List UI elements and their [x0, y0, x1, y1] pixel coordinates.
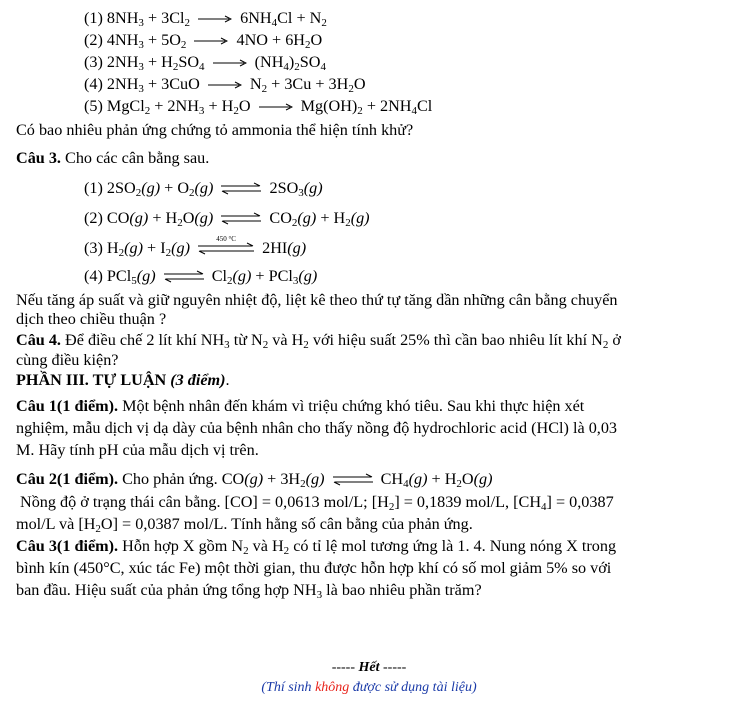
equilibrium-3: (3) $H_2(g) + I_2(g)$ 450 °C 2HI(g): [84, 235, 307, 259]
end-word: Hết: [358, 660, 380, 675]
equilibrium-arrows-icon: [333, 473, 373, 487]
equilibrium-arrows-icon: [164, 270, 204, 284]
essay-1-label: Câu 1(1 điểm).: [16, 397, 119, 415]
essay-2-line-1: Câu 2(1 điểm). Cho phản ứng. $CO(g) + 3H_2(g) CH_4(g) + H_2O(g)$: [16, 470, 493, 490]
reaction-2: (2) $4NH_3 + 5O_2$ $4NO + 6H_2O$: [84, 31, 323, 51]
forward-arrow-icon: [194, 36, 228, 46]
equilibrium-condition: 450 °C: [216, 235, 236, 244]
reaction-5: (5) MgCl$_2$ + $2NH_3 + H_2O$ $Mg(OH)_2 + 2NH_4Cl$: [84, 97, 433, 117]
forward-arrow-icon: [213, 58, 247, 68]
equilibrium-2: (2) $CO(g) + H_2O(g) CO_2(g) + H_2(g)$: [84, 209, 370, 229]
question-3-text: Cho các cân bằng sau.: [65, 149, 210, 167]
reducing-question: Có bao nhiêu phản ứng chứng tỏ ammonia thể hiện tính khử?: [16, 121, 414, 139]
equilibrium-arrows-with-condition: [198, 235, 254, 256]
part-3-heading: PHẦN III. TỰ LUẬN (3 điểm).: [16, 371, 230, 389]
footer-note-warning: không: [315, 680, 350, 695]
equilibrium-1: (1) $2SO_2(g) + O_2(g)$ $2SO_3(g)$: [84, 179, 323, 199]
essay-1-line-1: Câu 1(1 điểm). Một bệnh nhân đến khám vì triệu chứng khó tiêu. Sau khi thực hiện xét: [16, 397, 585, 415]
end-marker: ----- Hết -----: [331, 660, 407, 675]
question-4-line-1: Câu 4. Để điều chế 2 lít khí $NH_3$ từ $N_2$ và $H_2$ với hiệu suất 25% thì cần bao nhiêu lít khí $N_2$ ở: [16, 331, 621, 351]
reaction-4: (4) $2NH_3 + 3CuO$ $N_2 + 3Cu + 3H_2O$: [84, 75, 366, 95]
equilibrium-4: (4) PCl$_5$(g) $Cl_2(g) + PCl_3(g)$: [84, 267, 318, 287]
essay-3-label: Câu 3(1 điểm).: [16, 537, 119, 555]
reaction-1: (1) $8NH_3 + 3Cl_2$ $6NH_4Cl + N_2$: [84, 9, 327, 29]
forward-arrow-icon: [208, 80, 242, 90]
question-4-line-2: cùng điều kiện?: [16, 351, 119, 369]
essay-2-line-2: Nồng độ ở trạng thái cân bằng. [CO] = 0,0613 mol/L; $[H_2] = 0,1839$ mol/L, $[CH_4] = 0,0387$: [20, 493, 614, 513]
essay-1-line-3: M. Hãy tính pH của mẫu dịch vị trên.: [16, 441, 259, 459]
essay-2-label: Câu 2(1 điểm).: [16, 470, 119, 488]
question-3-prompt-line-1: Nếu tăng áp suất và giữ nguyên nhiệt độ, liệt kê theo thứ tự tăng dần những cân bằng chuyển: [16, 291, 618, 309]
equilibrium-arrows-icon: [221, 212, 261, 226]
forward-arrow-icon: [259, 102, 293, 112]
essay-3-line-1: Câu 3(1 điểm). Hỗn hợp X gồm $N_2$ và $H_2$ có tỉ lệ mol tương ứng là 1. 4. Nung nóng X trong: [16, 537, 617, 557]
equilibrium-arrows-icon: [198, 242, 254, 256]
question-3: [16, 148, 209, 168]
reaction-3: (3) $2NH_3 + H_2SO_4$ $(NH_4)_2SO_4$: [84, 53, 326, 73]
essay-3-line-2: bình kín (450°C, xúc tác Fe) một thời gian, thu được hỗn hợp khí có số mol giảm 5% so với: [16, 559, 612, 577]
essay-1-line-2: nghiệm, mẫu dịch vị dạ dày của bệnh nhân cho thấy nồng độ hydrochloric acid (HCl) là 0,03: [16, 419, 618, 437]
essay-2-line-3: mol/L và $[H_2O] = 0,0387$ mol/L. Tính hằng số cân bằng của phản ứng.: [16, 515, 473, 535]
question-3-prompt-line-2: dịch theo chiều thuận ?: [16, 310, 167, 328]
question-4-label: Câu 4.: [16, 331, 61, 349]
essay-3-line-3: ban đầu. Hiệu suất của phản ứng tổng hợp $NH_3$ là bao nhiêu phần trăm?: [16, 581, 482, 601]
forward-arrow-icon: [198, 14, 232, 24]
footer-note: (Thí sinh không được sử dụng tài liệu): [261, 680, 477, 695]
question-3-label: Câu 3.: [16, 149, 61, 167]
equilibrium-arrows-icon: [221, 182, 261, 196]
